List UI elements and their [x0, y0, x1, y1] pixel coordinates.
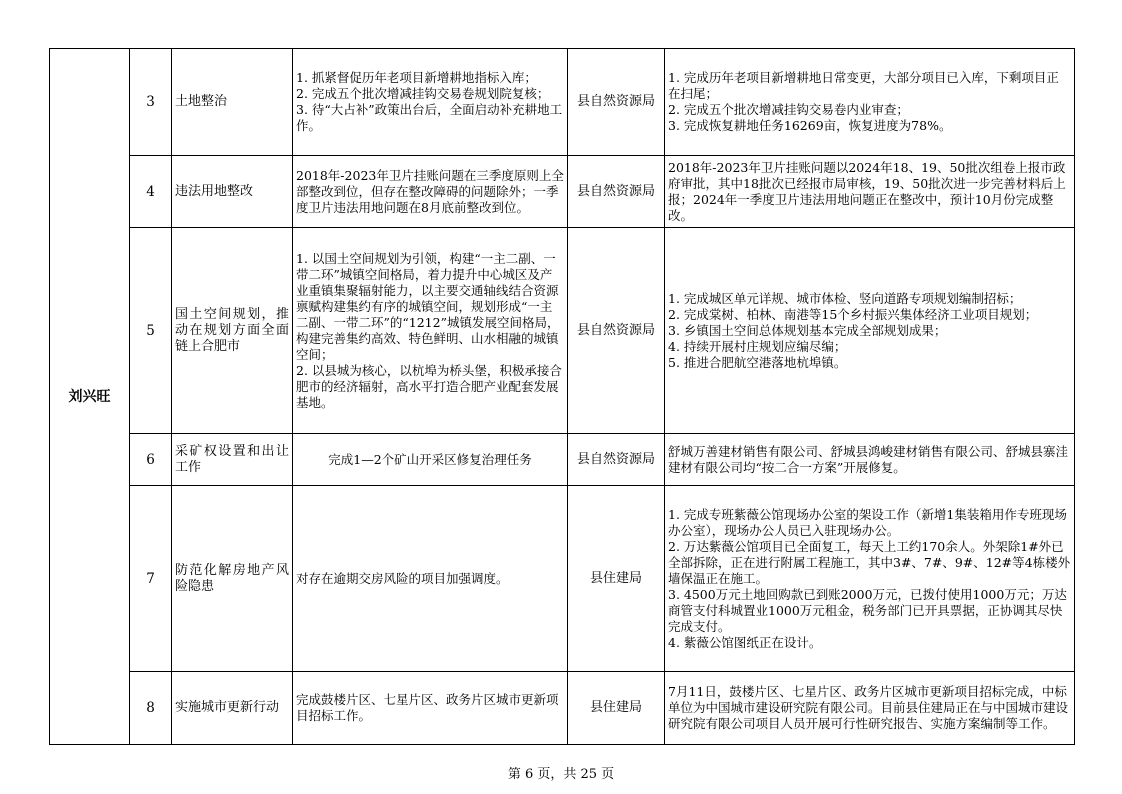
progress: 2018年-2023年卫片挂账问题以2024年18、19、50批次组卷上报市政府审批，其中18批次已经报市局审核，19、50批次进一步完善材料后上报；2024年一季度卫片违法用地问题正在整改中，预计10月份完成整改。: [665, 156, 1075, 228]
task-requirement: 1. 以国土空间规划为引领，构建“一主二副、一带二环”城镇空间格局，着力提升中心城区及产业重镇集聚辐射能力，以主要交通轴线结合资源禀赋构建集约有序的城镇空间，规划形成“一主二副、一带二环”的“1212”城镇发展空间格局，构建完善集约高效、特色鲜明、山水相融的城镇空间； 2. 以县城为核心，以杭埠为桥头堡，积极承接合肥市的经济辐射，高水平打造合肥产业配套发展基地。: [293, 228, 568, 434]
responsible-dept: 县自然资源局: [568, 228, 665, 434]
progress: 1. 完成专班紫薇公馆现场办公室的架设工作（新增1集装箱用作专班现场办公室），现场办公人员已入驻现场办公。 2. 万达紫薇公馆项目已全面复工，每天上工约170余人。外架除1#外已全部拆除，正在进行附属工程施工，其中3#、7#、9#、12#等4栋楼外墙保温正在施工。 3. 4500万元土地回购款已到账2000万元，已拨付使用1000万元；万达商管支付科城置业1000万元租金，税务部门已开具票据，正协调其尽快完成支付。 4. 紫薇公馆图纸正在设计。: [665, 486, 1075, 672]
responsible-dept: 县自然资源局: [568, 434, 665, 486]
work-table: [49, 48, 1075, 745]
task-requirement: 完成1—2个矿山开采区修复治理任务: [293, 434, 568, 486]
progress: 7月11日，鼓楼片区、七星片区、政务片区城市更新项目招标完成，中标单位为中国城市建设研究院有限公司。目前县住建局正在与中国城市建设研究院有限公司项目人员开展可行性研究报告、实施方案编制等工作。: [665, 672, 1075, 745]
row-number: 3: [130, 49, 172, 156]
task-name: 采矿权设置和出让工作: [172, 434, 293, 486]
row-number: 6: [130, 434, 172, 486]
task-name: 违法用地整改: [172, 156, 293, 228]
row-number: 4: [130, 156, 172, 228]
responsible-dept: 县自然资源局: [568, 49, 665, 156]
progress: 1. 完成城区单元详规、城市体检、竖向道路专项规划编制招标； 2. 完成棠树、柏林、南港等15个乡村振兴集体经济工业项目规划； 3. 乡镇国土空间总体规划基本完成全部规划成果； 4. 持续开展村庄规划应编尽编； 5. 推进合肥航空港落地杭埠镇。: [665, 228, 1075, 434]
responsible-dept: 县住建局: [568, 672, 665, 745]
row-number: 5: [130, 228, 172, 434]
table-row: [50, 49, 1075, 156]
row-number: 8: [130, 672, 172, 745]
task-requirement: 对存在逾期交房风险的项目加强调度。: [293, 486, 568, 672]
table-row: [50, 434, 1075, 486]
progress: 1. 完成历年老项目新增耕地日常变更，大部分项目已入库，下剩项目正在扫尾； 2. 完成五个批次增减挂钩交易卷内业审查； 3. 完成恢复耕地任务16269亩，恢复进度为78%。: [665, 49, 1075, 156]
task-requirement: 1. 抓紧督促历年老项目新增耕地指标入库； 2. 完成五个批次增减挂钩交易卷规划院复核； 3. 待“大占补”政策出台后，全面启动补充耕地工作。: [293, 49, 568, 156]
progress: 舒城万善建材销售有限公司、舒城县鸿峻建材销售有限公司、舒城县寨洼建材有限公司均“按二合一方案”开展修复。: [665, 434, 1075, 486]
task-name: 实施城市更新行动: [172, 672, 293, 745]
table-row: [50, 672, 1075, 745]
responsible-dept: 县自然资源局: [568, 156, 665, 228]
task-name: 土地整治: [172, 49, 293, 156]
table-row: [50, 486, 1075, 672]
row-number: 7: [130, 486, 172, 672]
page-footer: 第 6 页，共 25 页: [507, 767, 615, 782]
responsible-dept: 县住建局: [568, 486, 665, 672]
table-row: [50, 156, 1075, 228]
task-requirement: 2018年-2023年卫片挂账问题在三季度原则上全部整改到位，但存在整改障碍的问题除外；一季度卫片违法用地问题在8月底前整改到位。: [293, 156, 568, 228]
task-requirement: 完成鼓楼片区、七星片区、政务片区城市更新项目招标工作。: [293, 672, 568, 745]
task-name: 防范化解房地产风险隐患: [172, 486, 293, 672]
table-row: [50, 228, 1075, 434]
task-name: 国土空间规划，推动在规划方面全面链上合肥市: [172, 228, 293, 434]
owner-cell: 刘兴旺: [50, 49, 130, 745]
